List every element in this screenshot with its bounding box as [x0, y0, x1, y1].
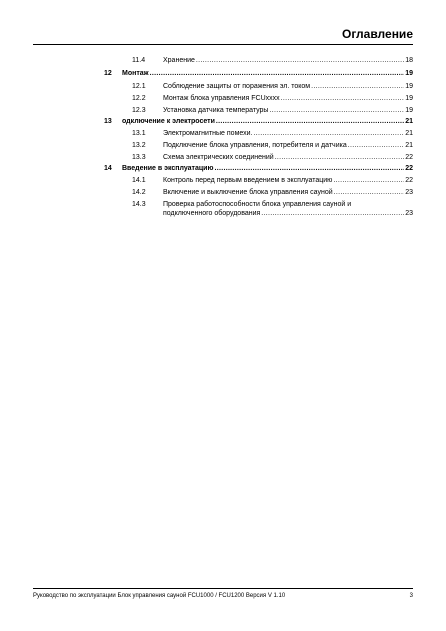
toc-entry-title: Включение и выключение блока управления сауной [163, 189, 333, 196]
toc-entry-number: 13.3 [132, 154, 146, 161]
toc-entry-title: одключение к электросети [122, 118, 215, 125]
toc-entry-page: 19 [405, 83, 413, 90]
toc-entry-title-line2: подключенного оборудования [163, 210, 261, 217]
toc-entry-number: 12.3 [132, 107, 146, 114]
toc-dot-leader [311, 82, 404, 91]
page-title: Оглавление [342, 27, 413, 41]
toc-dot-leader [333, 176, 404, 185]
toc-dot-leader [281, 94, 405, 103]
toc-dot-leader [269, 106, 404, 115]
toc-entry-number: 13 [104, 118, 112, 125]
toc-entry-number: 13.2 [132, 142, 146, 149]
toc-entry-number: 12.1 [132, 83, 146, 90]
toc-entry-number: 12 [104, 70, 112, 77]
toc-entry-title: Монтаж блока управления FCUxxxx [163, 95, 280, 102]
toc-entry-title: Введение в эксплуатацию [122, 165, 214, 172]
footer-divider [33, 588, 413, 589]
toc-entry-title: Монтаж [122, 70, 149, 77]
toc-entry-title: Соблюдение защиты от поражения эл. током [163, 83, 311, 90]
header-divider [33, 44, 413, 45]
toc-entry-title-line1: Проверка работоспособности блока управления сауной и [163, 201, 352, 208]
toc-entry-page: 19 [405, 107, 413, 114]
toc-entry-title: Установка датчика температуры [163, 107, 269, 114]
footer-page-number: 3 [409, 593, 413, 599]
toc-entry-number: 14.1 [132, 177, 146, 184]
toc-entry-page: 22 [405, 154, 413, 161]
footer-document-title: Руководство по эксплуатации Блок управления сауной FCU1000 / FCU1200 Версия V 1.10 [33, 593, 286, 599]
toc-entry-number: 12.2 [132, 95, 146, 102]
toc-dot-leader [150, 69, 405, 78]
toc-entry-page: 23 [405, 210, 413, 217]
toc-entry-number: 13.1 [132, 130, 146, 137]
toc-entry-page: 23 [405, 189, 413, 196]
toc-entry-number: 11.4 [132, 57, 146, 64]
toc-entry-page: 18 [405, 57, 413, 64]
toc-entry-page: 21 [405, 130, 413, 137]
toc-dot-leader [196, 56, 404, 65]
toc-entry-title: Подключение блока управления, потребителя и датчика [163, 142, 347, 149]
toc-entry-title: Схема электрических соединений [163, 154, 274, 161]
toc-entry-title: Хранение [163, 57, 195, 64]
toc-entry-number: 14.2 [132, 189, 146, 196]
toc-entry-page: 19 [405, 70, 413, 77]
toc-dot-leader [261, 209, 404, 218]
toc-dot-leader [214, 164, 404, 173]
toc-entry-title: Электромагнитные помехи. [163, 130, 253, 137]
toc-entry-page: 19 [405, 95, 413, 102]
toc-entry-page: 21 [405, 118, 413, 125]
toc-entry-number: 14.3 [132, 201, 146, 208]
toc-entry-title: Контроль перед первым введением в эксплуатацию [163, 177, 333, 184]
toc-entry-page: 21 [405, 142, 413, 149]
toc-dot-leader [275, 153, 405, 162]
toc-dot-leader [334, 188, 405, 197]
toc-dot-leader [253, 129, 404, 138]
toc-entry-page: 22 [405, 165, 413, 172]
toc-entry-number: 14 [104, 165, 112, 172]
toc-dot-leader [216, 117, 404, 126]
toc-dot-leader [348, 141, 404, 150]
toc-entry-page: 22 [405, 177, 413, 184]
